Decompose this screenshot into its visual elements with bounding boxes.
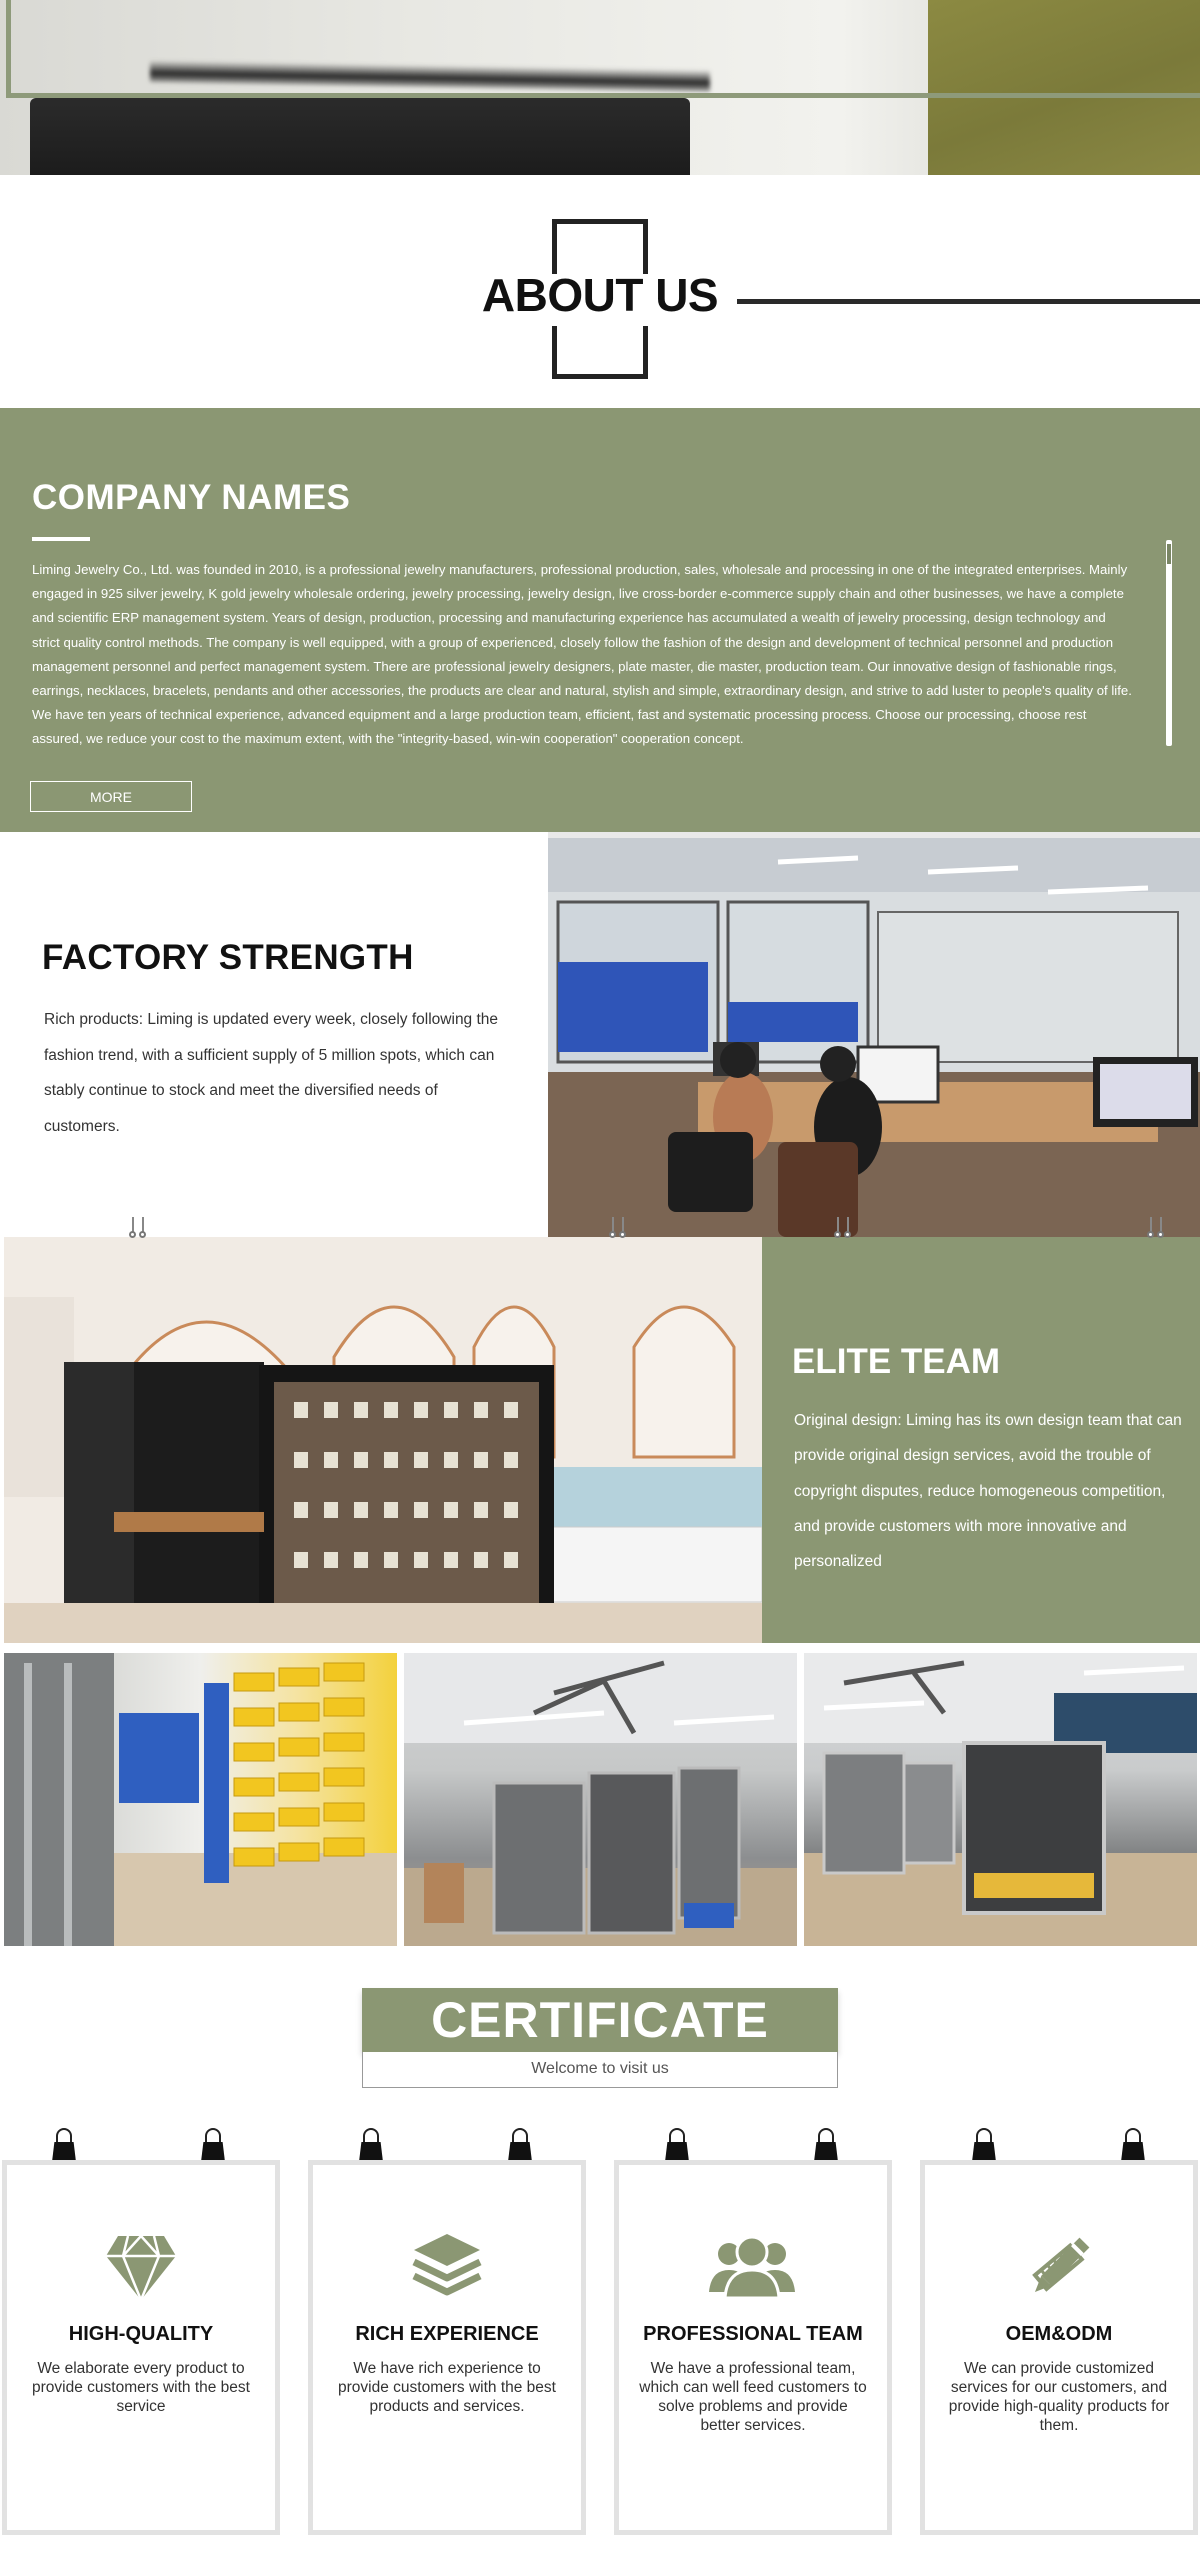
banner-jewelry-box [30,98,690,175]
about-title: ABOUT US [481,269,719,321]
binder-clip-icon [972,2128,996,2164]
binder-clip-icon [52,2128,76,2164]
feature-card-oem-odm [920,2160,1198,2535]
company-scrollbar[interactable] [1166,540,1172,746]
company-title: COMPANY NAMES [32,478,351,517]
factory-text: Rich products: Liming is updated every week, closely following the fashion trend, with a sufficient supply of 5 million spots, which can stably continue to stock and meet the diversified needs of customers. [44,1011,499,1135]
warehouse-gallery [0,1653,1200,1946]
showroom-photo [4,1237,762,1643]
elite-team-panel [762,1237,1200,1643]
binder-clip-icon [1121,2128,1145,2164]
warehouse-photo-aisle [804,1653,1197,1946]
card-title: HIGH-QUALITY [68,2323,214,2345]
diamond-icon [106,2230,176,2305]
card-text: We can provide customized services for our customers, and provide high-quality products for them. [948,2360,1170,2434]
company-description: Liming Jewelry Co., Ltd. was founded in 2010, is a professional jewelry manufacturers, professional production, sales, wholesale and processing in one of the integrated enterprises. Mainly engaged in 925 silver jewelry, K gold jewelry wholesale ordering, jewelry processing, jewelry design, live cross-border e-commerce supply chain and other businesses, we have a complete and scientific ERP management system. Years of design, production, processing and manufacturing experience has accumulated a wealth of jewelry processing, design technology and strict quality control methods. The company is well equipped, with a group of experienced, closely follow the fashion of the design and development of technical personnel and production management personnel and perfect management system. There are professional jewelry designers, plate master, die master, production team. Our innovative design of fashionable rings, earrings, necklaces, bracelets, pendants and other accessories, the products are clear and natural, stylish and simple, extraordinary design, and strive to add luster to people's quality of life. We have ten years of technical experience, advanced equipment and a large production team, efficient, fast and systematic processing process. Choose our processing, choose rest assured, we reduce your cost to the maximum extent, with the "integrity-based, win-win cooperation" cooperation concept. [32,562,1132,747]
card-text: We have a professional team, which can well feed customers to solve problems and provide better services. [639,2360,867,2434]
binder-clip-icon [508,2128,532,2164]
scrollbar-thumb[interactable] [1167,544,1171,564]
office-illustration [548,832,1200,1237]
binder-clip-icon [814,2128,838,2164]
certificate-title: CERTIFICATE [431,1992,769,2048]
card-title: RICH EXPERIENCE [355,2323,539,2345]
warehouse-illustration-3 [804,1653,1197,1946]
feature-cards [0,2128,1200,2573]
company-section [0,408,1200,832]
certificate-title-bar [362,1988,838,2052]
feature-card-rich-experience [308,2160,586,2535]
hanging-clip-icon [130,1217,146,1257]
hanging-clip-icon [610,1217,626,1257]
hanging-clip-icon [835,1217,851,1257]
card-text: We elaborate every product to provide customers with the best service [32,2360,250,2415]
binder-clip-icon [359,2128,383,2164]
card-text: We have rich experience to provide customers with the best products and services. [338,2360,556,2415]
certificate-header [362,1988,838,2088]
elite-team-title: ELITE TEAM [792,1342,1001,1381]
factory-title: FACTORY STRENGTH [42,938,414,977]
company-title-underline [32,537,90,541]
layers-icon [412,2230,482,2305]
showroom-illustration [4,1237,762,1643]
warehouse-illustration-2 [404,1653,797,1946]
card-title: OEM&ODM [1005,2323,1113,2345]
feature-card-professional-team [614,2160,892,2535]
more-button[interactable]: MORE [30,781,192,812]
warehouse-photo-shelves [4,1653,397,1946]
binder-clip-icon [201,2128,225,2164]
pencil-ruler-icon [1024,2230,1094,2305]
hero-banner-image [0,0,1200,175]
binder-clip-icon [665,2128,689,2164]
elite-team-section [0,1237,1200,1643]
warehouse-illustration-1 [4,1653,397,1946]
banner-frame-line [6,0,1200,98]
office-photo [548,832,1200,1237]
warehouse-photo-racks [404,1653,797,1946]
card-title: PROFESSIONAL TEAM [643,2323,863,2345]
elite-team-text: Original design: Liming has its own design team that can provide original design services, avoid the trouble of copyright disputes, reduce homogeneous competition, and provide customers with more innovative and personalized [794,1412,1182,1571]
about-divider-line [737,299,1200,304]
factory-section [0,832,1200,1237]
about-section [0,175,1200,408]
hanging-clip-icon [1148,1217,1164,1257]
certificate-subtitle: Welcome to visit us [362,2052,838,2088]
feature-card-high-quality [2,2160,280,2535]
team-icon [707,2230,797,2305]
